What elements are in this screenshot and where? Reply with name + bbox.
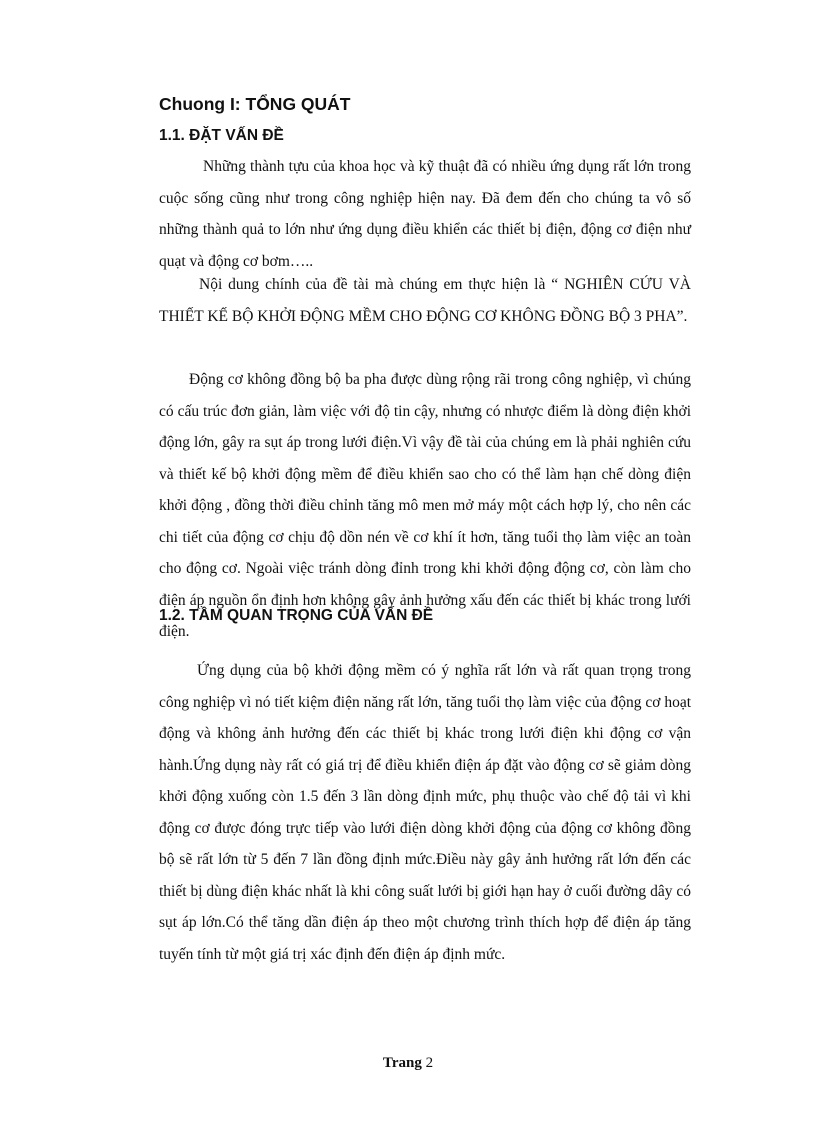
- section-heading-tam-quan-trong: 1.2. TẦM QUAN TRỌNG CỦA VẤN ĐỀ: [159, 607, 434, 624]
- chapter-title: Chuong I: TỔNG QUÁT: [159, 94, 351, 114]
- page-number: 2: [425, 1055, 434, 1071]
- page-label: Trang: [382, 1055, 422, 1071]
- paragraph: Ứng dụng của bộ khởi động mềm có ý nghĩa rất lớn và rất quan trọng trong công nghiệp vì nó tiết kiệm điện năng rất lớn, tăng tuổi thọ làm việc của động cơ hoạt động và không ảnh hưởng đến các thiết bị khác trong lưới điện khi động cơ vận hành.Ứng dụng này rất có giá trị để điều khiển điện áp đặt vào động cơ sẽ giảm dòng khởi động xuống còn 1.5 đến 3 lần dòng định mức, phụ thuộc vào chế độ tải vì khi động cơ được đóng trực tiếp vào lưới điện dòng khởi động của động cơ không đồng bộ sẽ rất lớn từ 5 đến 7 lần đồng định mức.Điều này gây ảnh hưởng rất lớn đến các thiết bị dùng điện khác nhất là khi công suất lưới bị giới hạn hay ở cuối đường dây có sụt áp lớn.Có thể tăng dần điện áp theo một chương trình thích hợp để điện áp tăng tuyến tính từ một giá trị xác định đến điện áp định mức.: [159, 662, 691, 963]
- paragraph: Những thành tựu của khoa học và kỹ thuật đã có nhiều ứng dụng rất lớn trong cuộc sống cũng như trong công nghiệp hiện nay. Đã đem đến cho chúng ta vô số những thành quả to lớn như ứng dụng điều khiển các thiết bị điện, động cơ điện như quạt và động cơ bơm…..: [159, 158, 691, 270]
- paragraph: Nội dung chính của đề tài mà chúng em thực hiện là “ NGHIÊN CỨU VÀ THIẾT KẾ BỘ KHỞI ĐỘNG MỀM CHO ĐỘNG CƠ KHÔNG ĐỒNG BỘ 3 PHA”.: [159, 276, 691, 325]
- paragraph: Động cơ không đồng bộ ba pha được dùng rộng rãi trong công nghiệp, vì chúng có cấu trúc đơn giản, làm việc với độ tin cậy, nhưng có nhược điểm là dòng điện khởi động lớn, gây ra sụt áp trong lưới điện.Vì vậy đề tài của chúng em là phải nghiên cứu và thiết kế bộ khởi động mềm để điều khiển sao cho có thể làm hạn chế dòng điện khởi động , đồng thời điều chỉnh tăng mô men mở máy một cách hợp lý, cho nên các chi tiết của động cơ chịu độ dồn nén về cơ khí ít hơn, tăng tuổi thọ làm việc an toàn cho động cơ. Ngoài việc tránh dòng đỉnh trong khi khởi động động cơ, còn làm cho điện áp nguồn ổn định hơn không gây ảnh hưởng xấu đến các thiết bị khác trong lưới điện.: [159, 371, 691, 640]
- section-heading-dat-van-de: 1.1. ĐẶT VẤN ĐỀ: [159, 127, 284, 144]
- page-footer: [0, 1055, 816, 1072]
